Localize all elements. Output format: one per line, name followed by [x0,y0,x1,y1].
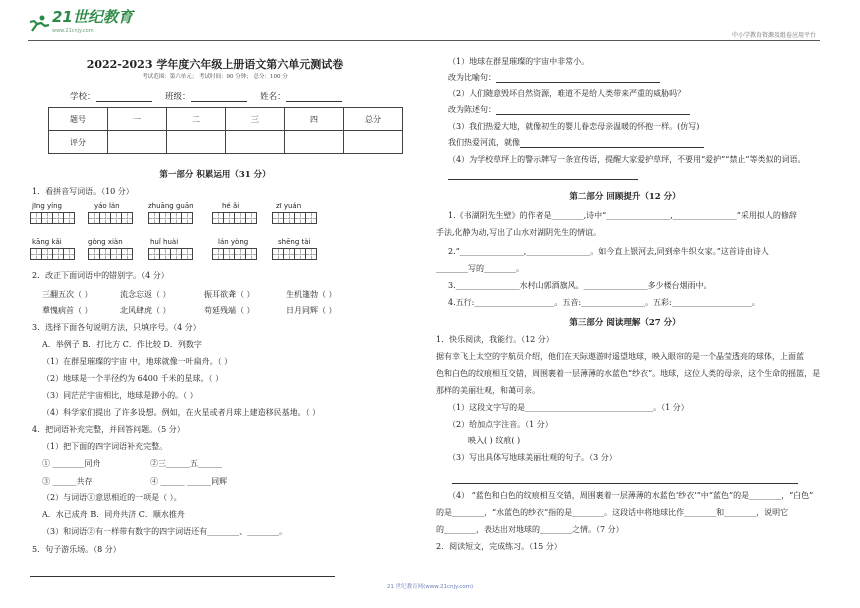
logo-text: 21世纪教育 [52,8,133,26]
part3-q2: 2．阅读短文，完成练习。（15 分） [436,542,562,551]
part3-sub: （4） “蓝色和白色的纹痕相互交错，周围裹着一层薄薄的水蓝色‘纱衣’”中“蓝色”的是________，“白色” [448,491,814,500]
logo [28,10,133,38]
part2-q4: 4.五行:____________________。五音:________________。五彩:____________________。 [448,298,760,307]
writing-grid[interactable] [148,212,192,224]
q4-sub: （1）把下面的四字词语补充完整。 [42,442,168,451]
writing-grid[interactable] [88,248,132,260]
pinyin: hé ǎi [222,202,240,210]
passage-line: 色和白色的纹痕相互交错，周围裹着一层薄薄的水蓝色“纱衣”。地球，这位人类的母亲，这个生命的摇篮，是 [436,369,821,378]
answer-label: 我们热爱河流，就像 [448,138,520,147]
writing-grid[interactable] [148,248,192,260]
q4-item: ① ________同舟 [42,459,101,468]
pinyin: zhuāng guān [148,202,194,210]
q3-sentence: （2）地球是一个半径约为 6400 千米的星球。（ ） [42,374,224,383]
part3-sub: （1）这段文字写的是________________________________。（1 分） [448,403,689,412]
q4-item: ④ ______ ______同辉 [150,477,228,486]
passage-line: 那样的美丽壮观，和蔼可亲。 [436,386,540,395]
logo-url: www.21cnjy.com [52,28,94,34]
answer-field[interactable] [452,474,798,484]
word-item: 流念忘返（ ） [120,290,171,299]
student-info-line [70,90,342,102]
platform-label: 中小学教育资源及组卷应用平台 [731,32,816,39]
question-1: 1．看拼音写词语。（10 分） [32,187,134,196]
question-2: 2．改正下面词语中的错别字。（4 分） [32,271,169,280]
part2-q2-cont: ________写的________。 [436,264,524,273]
part3-sub-cont: 的________，表达出对地球的________之情。（7 分） [436,525,624,534]
answer-field[interactable] [496,73,660,83]
part3-sub: （2）给加点字注音。（1 分） [448,420,553,429]
question-3: 3．选择下面各句说明方法，只填序号。（4 分） [32,323,201,332]
part3-sub-cont: 的是________，“水蓝色的纱衣”指的是________。这段话中将地球比作________和________，说明它 [436,508,789,517]
answer-field[interactable] [496,105,690,115]
q4-sub: （3）和词语②有一样带有数字的四字词语还有________、________。 [42,527,288,536]
footer: 21 世纪教育网(www.21cnjy.com) [386,584,474,590]
part2-q2: 2.“________________,________________。如今直上银河去,同到牵牛织女家。”这首诗由诗人 [448,247,769,256]
q3-sentence: （4）科学家们提出 了许多设想。例如，在火星或者月球上建造移民基地。（ ） [42,408,321,417]
runner-logo-icon [28,15,50,33]
part2-q1-cont: 手法,化静为动,写出了山水对湖阴先生的情谊。 [436,228,602,237]
class-field[interactable] [191,92,247,102]
score-table-header: 题号 一 二 三 四 总分 [49,108,403,131]
pinyin: yáo lán [94,202,120,210]
writing-grid[interactable] [272,248,316,260]
q5-sentence: （3）我们热爱大地，就像初生的婴儿眷恋母亲温暖的怀抱一样。(仿写) [448,122,700,131]
writing-grid[interactable] [212,248,256,260]
class-label: 班级： [165,92,191,102]
answer-label: 改为比喻句： [448,73,496,82]
q5-sentence: （4）为学校草坪上的警示牌写一条宣传语，提醒大家爱护草坪，不要用“爱护”“禁止”等类似的词语。 [448,155,806,164]
word-item: 三翻五次（ ） [42,290,93,299]
q4-item: ③ ______共存 [42,477,93,486]
score-table-row: 评分 [49,131,403,154]
q4-options: A．水已成舟 B．同舟共济 C．顺水推舟 [42,510,185,519]
writing-grid[interactable] [30,212,74,224]
writing-grid[interactable] [88,212,132,224]
word-item: 苟延残端（ ） [204,306,255,315]
header-divider [28,40,820,41]
answer-label: 改为陈述句： [448,105,496,114]
q3-sentence: （3）同茫茫宇宙相比，地球是渺小的。（ ） [42,391,198,400]
q4-item: ②三______五______ [150,459,222,468]
q3-options: A．举例子 B．打比方 C．作比较 D．列数字 [42,340,202,349]
score-table [48,107,403,154]
answer-field[interactable] [520,138,704,148]
q5-sentence: （1）地球在群星璀璨的宇宙中非常小。 [448,57,590,66]
school-label: 学校： [70,92,96,102]
part3-sub: （3）写出具体写地球美丽壮观的句子。（3 分） [448,453,617,462]
part3-heading: 第三部分 阅读理解（27 分） [569,318,681,328]
name-field[interactable] [286,92,342,102]
question-4: 4．把词语补充完整，并回答问题。（5 分） [32,425,185,434]
part3-q1: 1．快乐阅读，我能行。（12 分） [436,335,554,344]
word-item: 北风肆虎（ ） [120,306,171,315]
word-item: 日月同辉（ ） [286,306,337,315]
question-5: 5．句子游乐场。（8 分） [32,545,121,554]
part2-q3: 3.________________水村山郭酒旗风。________________多少楼台烟雨中。 [448,281,712,290]
part1-heading: 第一部分 积累运用（31 分） [159,170,271,180]
answer-line[interactable] [30,576,335,577]
pinyin: shēng tài [278,238,311,246]
page-title: 2022-2023 学年度六年级上册语文第六单元测试卷 [86,58,344,71]
q5-sentence: （2）人们随意毁坏自然资源，难道不是给人类带来严重的威胁吗？ [448,89,686,98]
q4-sub: （2）与词语①意思相近的一项是（ ）。 [42,493,182,502]
part2-q1: 1.《书湖阴先生壁》的作者是________,诗中“________________,________________”采用拟人的修辞 [448,211,797,220]
pinyin: lán yòng [218,238,249,246]
writing-grid[interactable] [212,212,256,224]
passage-line: 据有幸飞上太空的宇航员介绍，他们在天际遨游时遥望地球，映入眼帘的是一个晶莹透亮的球体，上面蓝 [436,352,804,361]
pinyin: gòng xiàn [88,238,123,246]
word-item: 羣愧病首（ ） [42,306,93,315]
q3-sentence: （1）在群星璀璨的宇宙 中，地球就像一叶扁舟。（ ） [42,357,233,366]
pinyin: jīng yíng [32,202,62,210]
pinyin-items: 映入( ) 纹痕( ) [468,436,521,445]
school-field[interactable] [96,92,152,102]
answer-field[interactable] [448,170,638,180]
part2-heading: 第二部分 回顾提升（12 分） [569,192,681,202]
writing-grid[interactable] [30,248,74,260]
writing-grid[interactable] [272,212,316,224]
pinyin: huǐ huài [150,238,179,246]
exam-info: 考试范围：第六单元； 考试时间：90 分钟； 总分：100 分 [142,74,288,80]
pinyin: kāng kǎi [32,238,62,246]
name-label: 姓名： [260,92,286,102]
word-item: 振耳欲聋（ ） [204,290,255,299]
word-item: 生机篷勃（ ） [286,290,337,299]
pinyin: zī yuán [276,202,302,210]
